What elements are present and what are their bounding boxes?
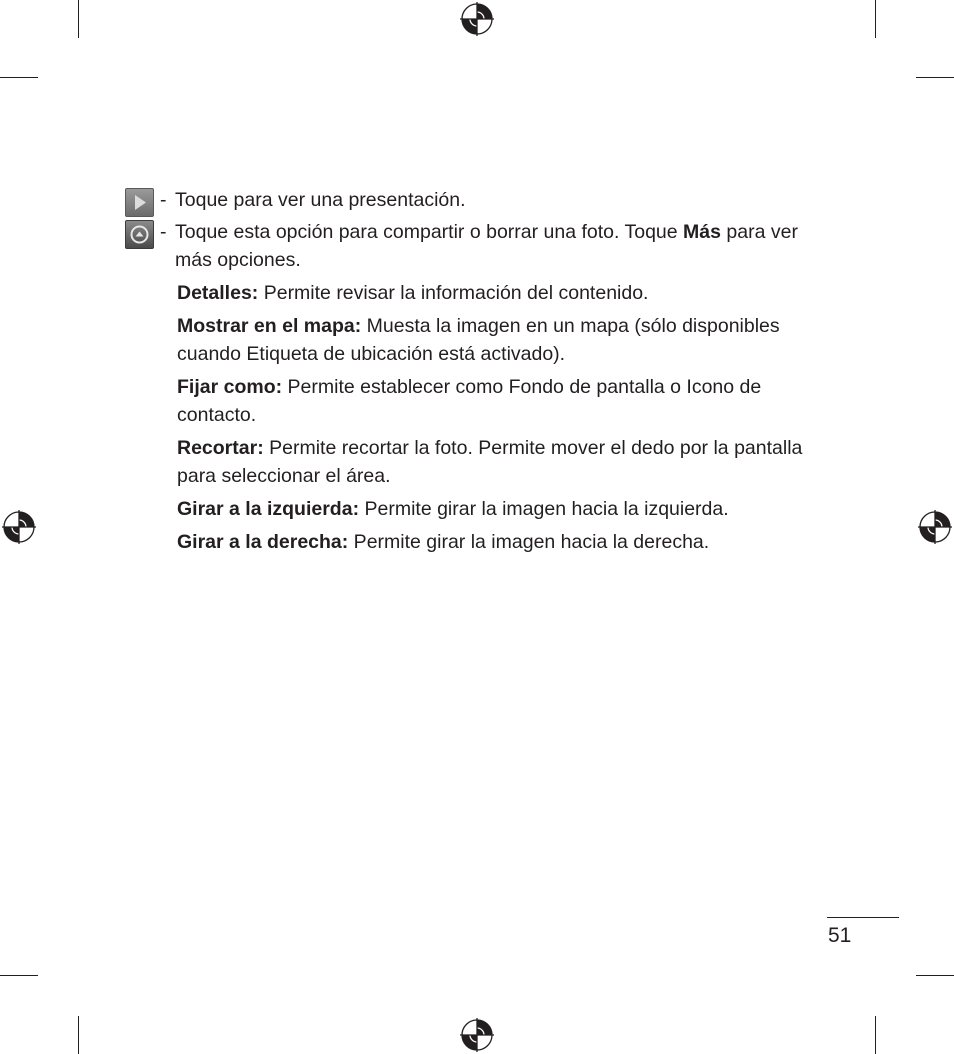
crop-mark [0,975,38,976]
bullet-text: Toque esta opción para compartir o borrar una foto. Toque [175,221,684,243]
option-term: Mostrar en el mapa: [177,315,362,337]
option-fijar-como [125,373,825,429]
crop-mark [875,0,876,38]
registration-mark-icon [460,1018,494,1052]
option-term: Fijar como: [177,376,283,398]
option-term: Recortar: [177,437,264,459]
option-desc: Permite establecer como Fondo de pantalla o Icono de contacto. [177,376,762,426]
option-desc: Muesta la imagen en un mapa (sólo disponibles cuando Etiqueta de ubicación está activado). [177,315,780,365]
bullet-slideshow [125,186,825,214]
option-mostrar-en-el-mapa [125,312,825,368]
option-detalles [125,279,825,307]
option-girar-izquierda [125,495,825,523]
option-desc: Permite revisar la información del contenido. [258,282,649,304]
registration-mark-icon [2,510,36,544]
bullet-dash: - [160,221,167,243]
menu-icon [125,220,154,249]
option-girar-derecha [125,528,825,556]
page-number: 51 [828,924,852,947]
crop-mark [0,77,38,78]
bullet-text: para ver más opciones. [175,221,798,271]
registration-mark-icon [918,510,952,544]
option-desc: Permite girar la imagen hacia la derecha. [348,531,710,553]
bullet-dash: - [160,189,167,211]
crop-mark [916,77,954,78]
option-term: Detalles: [177,282,259,304]
play-icon [125,188,154,217]
crop-mark [78,0,79,38]
crop-mark [916,975,954,976]
option-term: Girar a la derecha: [177,531,349,553]
option-term: Girar a la izquierda: [177,498,360,520]
option-desc: Permite girar la imagen hacia la izquierda. [359,498,729,520]
page-content [125,186,825,556]
crop-mark [875,1016,876,1054]
crop-mark [78,1016,79,1054]
bold-term-mas: Más [683,221,721,243]
page-number-rule [827,917,899,918]
bullet-menu [125,218,825,274]
option-desc: Permite recortar la foto. Permite mover el dedo por la pantalla para seleccionar el área. [177,437,803,487]
registration-mark-icon [460,2,494,36]
option-recortar [125,434,825,490]
bullet-text: Toque para ver una presentación. [175,189,466,211]
